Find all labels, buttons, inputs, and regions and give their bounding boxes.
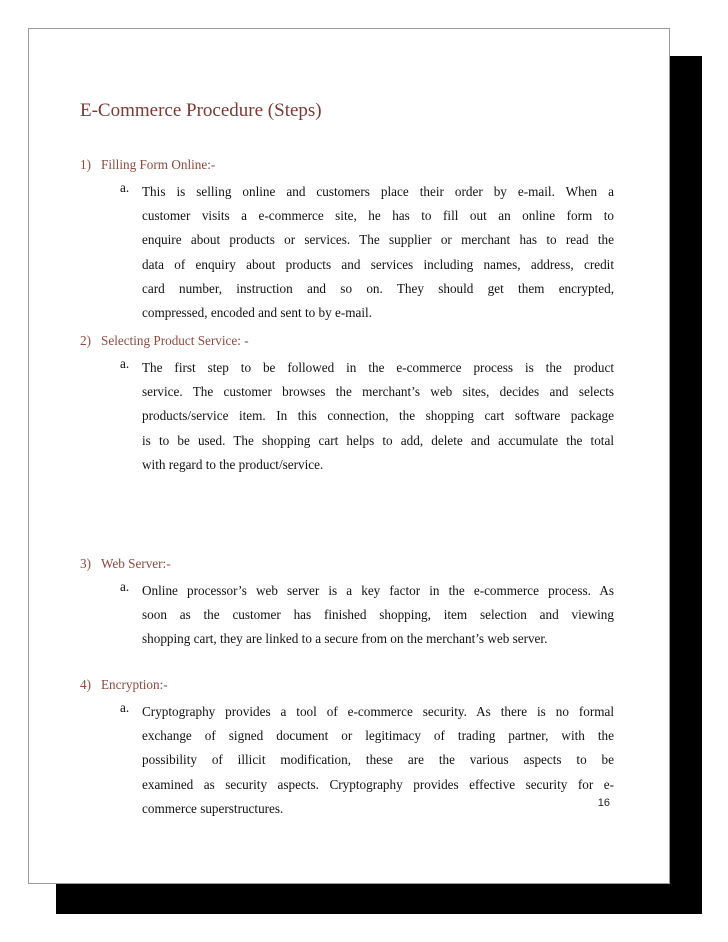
body-line: exchange of signed document or legitimacy of trading partner, with the	[142, 728, 614, 744]
item-marker: a.	[120, 356, 130, 371]
list-item-selecting-product	[120, 356, 614, 477]
section-title-encryption	[80, 677, 620, 693]
section-number: 4)	[80, 677, 91, 692]
body-line: compressed, encoded and sent to by e-mail.	[142, 304, 372, 320]
page-number: 16	[597, 797, 610, 809]
body-line: This is selling online and customers place their order by e-mail. When a	[142, 184, 614, 199]
list-item-encryption	[120, 700, 614, 821]
body-line: service. The customer browses the merchant’s web sites, decides and selects	[142, 384, 614, 400]
body-line: customer visits a e-commerce site, he has to fill out an online form to	[142, 208, 614, 224]
section-title-text: Web Server:-	[101, 556, 171, 571]
body-line: The first step to be followed in the e-commerce process is the product	[142, 360, 614, 375]
section-number: 1)	[80, 157, 91, 172]
section-title-filling-form	[80, 157, 620, 173]
body-line: Online processor’s web server is a key factor in the e-commerce process. As	[142, 583, 614, 598]
body-line: possibility of illicit modification, these are the various aspects to be	[142, 752, 614, 768]
body-line: card number, instruction and so on. They should get them encrypted,	[142, 280, 614, 296]
list-item-web-server	[120, 579, 614, 652]
body-line: Cryptography provides a tool of e-commerce security. As there is no formal	[142, 704, 614, 719]
section-title-text: Filling Form Online:-	[101, 157, 216, 172]
section-title-text: Selecting Product Service: -	[101, 333, 249, 348]
body-line: products/service item. In this connection, the shopping cart software package	[142, 408, 614, 424]
body-line: is to be used. The shopping cart helps to add, delete and accumulate the total	[142, 432, 614, 448]
list-item-filling-form	[120, 180, 614, 325]
section-title-text: Encryption:-	[101, 677, 168, 692]
section-title-web-server	[80, 556, 620, 572]
body-line: data of enquiry about products and services including names, address, credit	[142, 256, 614, 272]
page-heading: E-Commerce Procedure (Steps)	[80, 100, 322, 121]
section-number: 2)	[80, 333, 91, 348]
body-line: commerce superstructures.	[142, 800, 284, 816]
body-line: soon as the customer has finished shopping, item selection and viewing	[142, 607, 614, 623]
body-line: shopping cart, they are linked to a secure from on the merchant’s web server.	[142, 631, 548, 647]
item-marker: a.	[120, 180, 130, 195]
body-line: examined as security aspects. Cryptography provides effective security for e-	[142, 776, 614, 792]
section-title-selecting-product	[80, 333, 620, 349]
body-line: enquire about products or services. The supplier or merchant has to read the	[142, 232, 614, 248]
item-marker: a.	[120, 579, 130, 594]
body-line: with regard to the product/service.	[142, 456, 324, 472]
item-marker: a.	[120, 700, 130, 715]
section-number: 3)	[80, 556, 91, 571]
